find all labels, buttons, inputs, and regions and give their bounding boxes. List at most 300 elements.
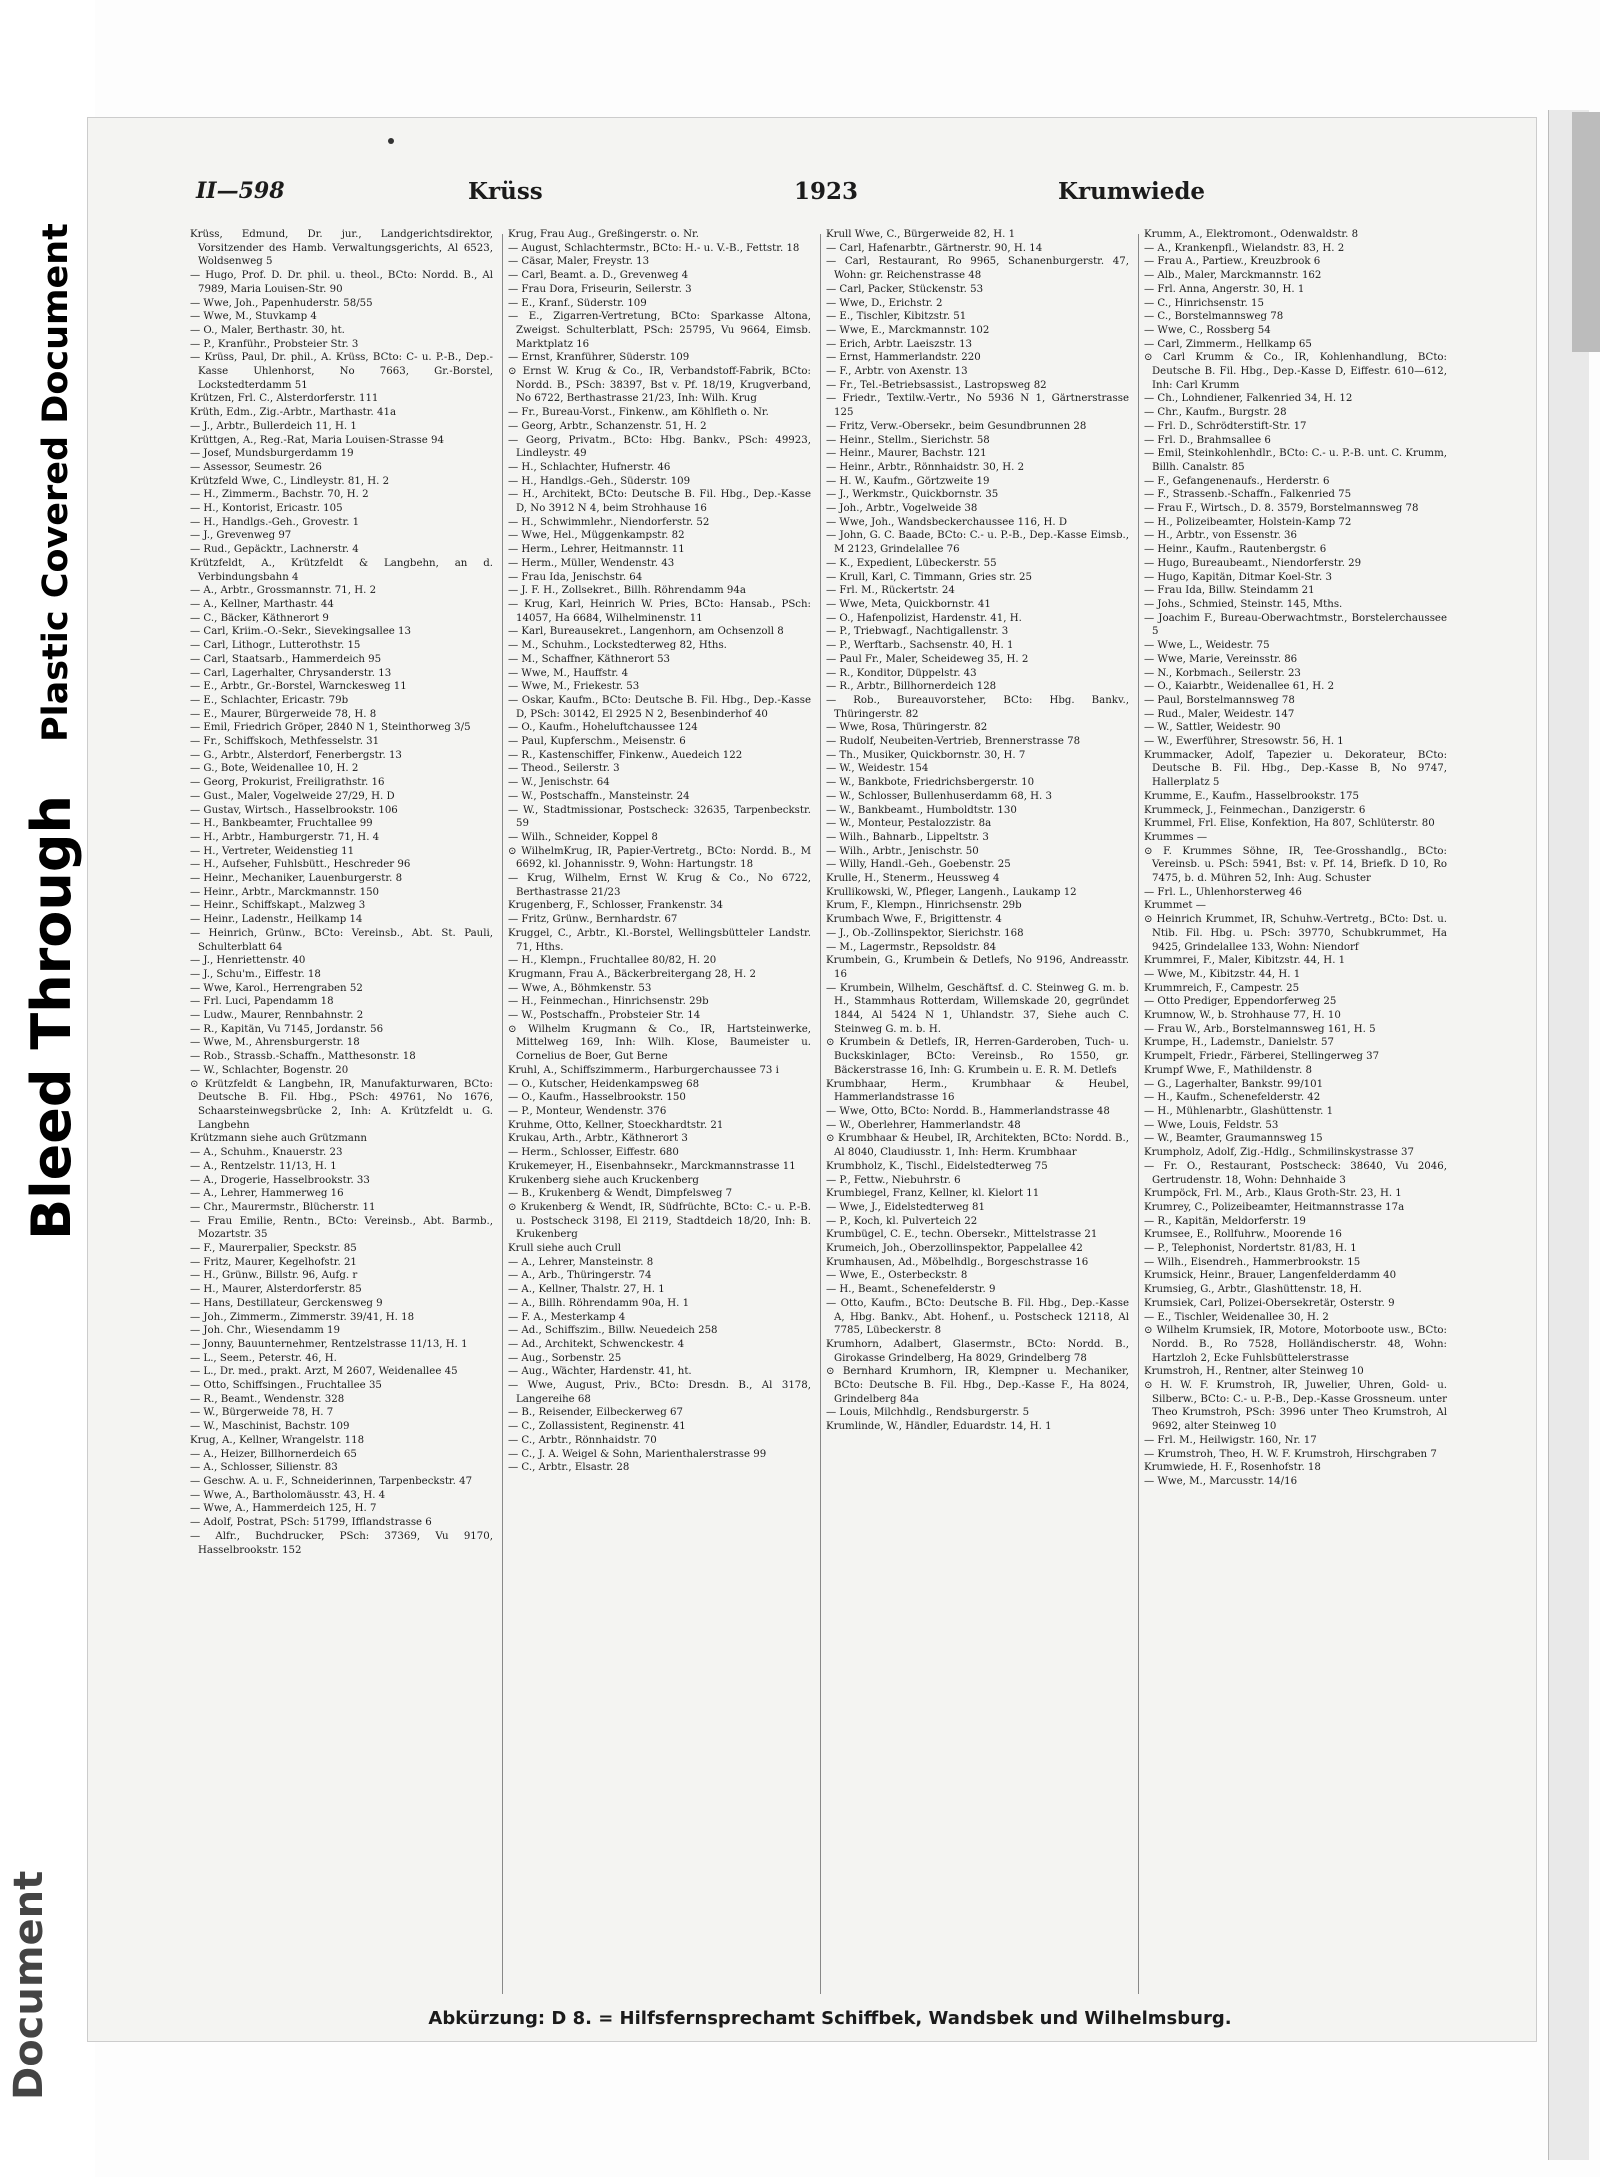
directory-entry: — Jonny, Bauunternehmer, Rentzelstrasse 11/13, H. 1 xyxy=(190,1338,468,1350)
directory-entry: Krumrey, C., Polizeibeamter, Heitmannstrasse 17a xyxy=(1144,1201,1405,1213)
directory-entry: — Emil, Steinkohlenhdlr., BCto: C.- u. P.-B. unt. C. Krumm, Billh. Canalstr. 85 xyxy=(1144,448,1447,473)
directory-entry: — K., Expedient, Lübeckerstr. 55 xyxy=(826,557,997,569)
page-header xyxy=(196,178,1436,214)
directory-entry: Kruhl, A., Schiffszimmerm., Harburgerchaussee 73 i xyxy=(508,1064,779,1076)
directory-entry: — W., Postschaffn., Mansteinstr. 24 xyxy=(508,790,690,802)
directory-entry: Krumlinde, W., Händler, Eduardstr. 14, H. 1 xyxy=(826,1421,1052,1433)
directory-entry: Krumbhaar, Herm., Krumbhaar & Heubel, Hammerlandstrasse 16 xyxy=(826,1078,1129,1104)
adjacent-page-edge xyxy=(1548,110,1589,2160)
directory-entry: — C., Borstelmannsweg 78 xyxy=(1144,311,1284,323)
directory-entry: Krumbiegel, Franz, Kellner, kl. Kielort 11 xyxy=(826,1188,1040,1200)
directory-entry: — Paul, Borstelmannsweg 78 xyxy=(1144,694,1295,706)
directory-entry: — H., Schlachter, Hufnerstr. 46 xyxy=(508,461,671,473)
directory-entry: — Carl, Zimmerm., Hellkamp 65 xyxy=(1144,338,1312,350)
directory-entry: — Wwe, A., Bartholomäusstr. 43, H. 4 xyxy=(190,1489,386,1501)
directory-entry: — W., Bürgerweide 78, H. 7 xyxy=(190,1407,334,1419)
directory-entry: Krumm, A., Elektromont., Odenwaldstr. 8 xyxy=(1144,229,1359,240)
directory-entry: Krützen, Frl. C., Alsterdorferstr. 111 xyxy=(190,393,379,405)
directory-entry: — Assessor, Seumestr. 26 xyxy=(190,461,322,473)
directory-entry: — Frl. M., Rückertstr. 24 xyxy=(826,585,955,597)
document-label: Document xyxy=(6,1870,52,2100)
directory-entry: — Geschw. A. u. F., Schneiderinnen, Tarpenbeckstr. 47 xyxy=(190,1475,473,1487)
header-first-name: Krüss xyxy=(468,178,543,205)
directory-columns xyxy=(190,228,1454,2003)
directory-entry: — O., Kaufm., Hasselbrookstr. 150 xyxy=(508,1092,686,1104)
directory-entry: — J., Henriettenstr. 40 xyxy=(190,955,306,967)
directory-entry: — B., Krukenberg & Wendt, Dimpfelsweg 7 xyxy=(508,1188,733,1200)
directory-entry: — Heinr., Arbtr., Marckmannstr. 150 xyxy=(190,886,380,898)
directory-entry: ⊙ F. Krummes Söhne, IR, Tee-Grosshandlg., BCto: Vereinsb. u. PSch: 5941, Bst: v. Pf. 14, Briefk. D 10, Ro 7475, b. d. Mühren 52, Inh: Aug. Schuster xyxy=(1144,845,1447,885)
directory-entry: — Wwe, A., Hammerdeich 125, H. 7 xyxy=(190,1503,377,1515)
directory-entry: Krum, F., Klempn., Hinrichsenstr. 29b xyxy=(826,900,1022,912)
directory-entry: — Wwe, M., Kibitzstr. 44, H. 1 xyxy=(1144,968,1301,980)
directory-entry: — A., Rentzelstr. 11/13, H. 1 xyxy=(190,1160,337,1172)
directory-entry: — H., Polizeibeamter, Holstein-Kamp 72 xyxy=(1144,516,1352,528)
directory-entry: — Carl, Packer, Stückenstr. 53 xyxy=(826,283,984,295)
directory-entry: — G., Bote, Weidenallee 10, H. 2 xyxy=(190,763,359,775)
directory-entry: — W., Maschinist, Bachstr. 109 xyxy=(190,1421,350,1433)
directory-entry: — Johs., Schmied, Steinstr. 145, Mths. xyxy=(1144,598,1343,610)
directory-entry: — H., Kaufm., Schenefelderstr. 42 xyxy=(1144,1092,1321,1104)
directory-entry: Krullikowski, W., Pfleger, Langenh., Laukamp 12 xyxy=(826,886,1077,898)
directory-entry: — Rob., Bureauvorsteher, BCto: Hbg. Bankv., Thüringerstr. 82 xyxy=(826,694,1129,720)
directory-entry: — Wwe, A., Böhmkenstr. 53 xyxy=(508,982,652,994)
directory-entry: — F., Strassenb.-Schaffn., Falkenried 75 xyxy=(1144,489,1352,501)
directory-entry: — F., Gefangenenaufs., Herderstr. 6 xyxy=(1144,475,1330,487)
directory-entry: — Frau Dora, Friseurin, Seilerstr. 3 xyxy=(508,283,692,295)
page-number: II—598 xyxy=(196,178,285,204)
directory-entry: — Fr., Tel.-Betriebsassist., Lastropsweg 82 xyxy=(826,379,1047,391)
directory-entry: — P., Kranführ., Probsteier Str. 3 xyxy=(190,338,359,350)
scan-sidebar xyxy=(0,0,95,2177)
directory-entry: — Frl. Anna, Angerstr. 30, H. 1 xyxy=(1144,283,1305,295)
directory-entry: — N., Korbmach., Seilerstr. 23 xyxy=(1144,667,1301,679)
directory-entry: — Wwe, M., Ahrensburgerstr. 18 xyxy=(190,1037,360,1049)
directory-entry: — Fritz, Maurer, Kegelhofstr. 21 xyxy=(190,1256,357,1268)
directory-entry: — E., Arbtr., Gr.-Borstel, Warnckesweg 11 xyxy=(190,681,407,693)
directory-entry: — Wwe, E., Marckmannstr. 102 xyxy=(826,324,990,336)
directory-entry: Krumeich, Joh., Oberzollinspektor, Pappelallee 42 xyxy=(826,1243,1083,1255)
directory-entry: — Cäsar, Maler, Freystr. 13 xyxy=(508,256,650,268)
directory-entry: Krumbügel, C. E., techn. Obersekr., Mittelstrasse 21 xyxy=(826,1229,1098,1241)
directory-entry: — Wilh., Bahnarb., Lippeltstr. 3 xyxy=(826,831,989,843)
directory-entry: — Hugo, Prof. D. Dr. phil. u. theol., BCto: Nordd. B., Al 7989, Maria Louisen-Str. 90 xyxy=(190,270,493,295)
directory-entry: ⊙ H. W. F. Krumstroh, IR, Juwelier, Uhren, Gold- u. Silberw., BCto: C.- u. P.-B., Dep.-Kasse Grossneum. unter Theo Krumstroh, PSch: 3996 unter Theo Krumstroh, Al 9692, alter Steinweg 10 xyxy=(1144,1380,1447,1433)
directory-entry: — Otto Prediger, Eppendorferweg 25 xyxy=(1144,996,1337,1008)
directory-entry: — Heinr., Stellm., Sierichstr. 58 xyxy=(826,434,990,446)
directory-column-4 xyxy=(1144,228,1447,2003)
directory-entry: Krumbach Wwe, F., Brigittenstr. 4 xyxy=(826,914,1002,926)
directory-entry: — Georg, Arbtr., Schanzenstr. 51, H. 2 xyxy=(508,420,707,432)
directory-entry: — C., Zollassistent, Reginenstr. 41 xyxy=(508,1421,686,1433)
directory-entry: — Heinr., Maurer, Bachstr. 121 xyxy=(826,448,987,460)
bleed-through-label: Bleed Through xyxy=(20,795,83,1240)
directory-entry: — Georg, Privatm., BCto: Hbg. Bankv., PSch: 49923, Lindleystr. 49 xyxy=(508,434,811,460)
directory-entry: — A., Kellner, Marthastr. 44 xyxy=(190,598,334,610)
directory-entry: — C., Arbtr., Elsastr. 28 xyxy=(508,1462,630,1474)
directory-entry: — Wwe, E., Osterbeckstr. 8 xyxy=(826,1270,968,1282)
directory-entry: — Krumbein, Wilhelm, Geschäftsf. d. C. Steinweg G. m. b. H., Stammhaus Rotterdam, Willemskade 20, gegründet 1844, Al 5424 N 1, Uhlandstr. 37, Siehe auch C. Steinweg G. m. b. H. xyxy=(826,982,1129,1035)
directory-entry: — Th., Musiker, Quickbornstr. 30, H. 7 xyxy=(826,749,1026,761)
directory-entry: — J., Ob.-Zollinspektor, Sierichstr. 168 xyxy=(826,927,1024,939)
directory-entry: — W., Schlachter, Bogenstr. 20 xyxy=(190,1064,349,1076)
directory-entry: — Paul, Kupferschm., Meisenstr. 6 xyxy=(508,736,686,748)
directory-entry: — M., Lagermstr., Repsoldstr. 84 xyxy=(826,941,997,953)
directory-entry: Krumwiede, H. F., Rosenhofstr. 18 xyxy=(1144,1462,1321,1474)
directory-entry: — Gustav, Wirtsch., Hasselbrookstr. 106 xyxy=(190,804,398,816)
directory-column-3 xyxy=(826,228,1129,2003)
directory-entry: — J. F. H., Zollsekret., Billh. Röhrendamm 94a xyxy=(508,585,746,597)
directory-entry: — H., Grünw., Billstr. 96, Aufg. r xyxy=(190,1270,358,1282)
directory-entry: — Joh., Zimmerm., Zimmerstr. 39/41, H. 18 xyxy=(190,1311,415,1323)
directory-entry: — H., Maurer, Alsterdorferstr. 85 xyxy=(190,1284,362,1296)
directory-entry: — Krull, Karl, C. Timmann, Gries str. 25 xyxy=(826,571,1032,583)
directory-entry: — F. A., Mesterkamp 4 xyxy=(508,1311,626,1323)
directory-entry: — A., Billh. Röhrendamm 90a, H. 1 xyxy=(508,1297,690,1309)
directory-entry: — Chr., Kaufm., Burgstr. 28 xyxy=(1144,407,1287,419)
directory-entry: — W., Bankbeamt., Humboldtstr. 130 xyxy=(826,804,1017,816)
directory-entry: — H., Beamt., Schenefelderstr. 9 xyxy=(826,1284,996,1296)
directory-entry: — C., Arbtr., Rönnhaidstr. 70 xyxy=(508,1434,657,1446)
directory-entry: Krüttgen, A., Reg.-Rat, Maria Louisen-Strasse 94 xyxy=(190,434,444,446)
directory-entry: — Ernst, Hammerlandstr. 220 xyxy=(826,352,981,364)
directory-entry: — Georg, Prokurist, Freiligrathstr. 16 xyxy=(190,777,385,789)
directory-entry: — Emil, Friedrich Gröper, 2840 N 1, Steinthorweg 3/5 xyxy=(190,722,471,734)
directory-entry: — Theod., Seilerstr. 3 xyxy=(508,763,620,775)
directory-entry: ⊙ WilhelmKrug, IR, Papier-Vertretg., BCto: Nordd. B., M 6692, kl. Johannisstr. 9, Wohn: Hartungstr. 18 xyxy=(508,845,811,871)
ink-dot xyxy=(388,138,394,144)
directory-entry: — L., Seem., Peterstr. 46, H. xyxy=(190,1352,337,1364)
directory-entry: — Oskar, Kaufm., BCto: Deutsche B. Fil. Hbg., Dep.-Kasse D, PSch: 30142, El 2925 N 2, Besenbinderhof 40 xyxy=(508,694,811,720)
directory-entry: Krull siehe auch Crull xyxy=(508,1243,622,1255)
directory-entry: — E., Zigarren-Vertretung, BCto: Sparkasse Altona, Zweigst. Schulterblatt, PSch: 25795, Vu 9664, Eimsb. Marktplatz 16 xyxy=(508,311,811,350)
directory-entry: — Frau Ida, Billw. Steindamm 21 xyxy=(1144,585,1315,597)
directory-entry: — Friedr., Textilw.-Vertr., No 5936 N 1, Gärtnerstrasse 125 xyxy=(826,393,1129,419)
directory-entry: Krumhausen, Ad., Möbelhdlg., Borgeschstrasse 16 xyxy=(826,1256,1089,1268)
directory-entry: — R., Beamt., Wendenstr. 328 xyxy=(190,1393,345,1405)
directory-entry: Krukau, Arth., Arbtr., Käthnerort 3 xyxy=(508,1133,688,1145)
directory-entry: — Wwe, Karol., Herrengraben 52 xyxy=(190,982,363,994)
directory-entry: Krummreich, F., Campestr. 25 xyxy=(1144,982,1300,994)
header-last-name: Krumwiede xyxy=(1058,178,1206,205)
directory-entry: Krützfeld Wwe, C., Lindleystr. 81, H. 2 xyxy=(190,475,390,487)
directory-entry: — Wwe, D., Erichstr. 2 xyxy=(826,297,943,309)
directory-entry: — Hans, Destillateur, Gerckensweg 9 xyxy=(190,1297,383,1309)
directory-entry: — Frau Emilie, Rentn., BCto: Vereinsb., Abt. Barmb., Mozartstr. 35 xyxy=(190,1215,493,1241)
directory-entry: — Frl. L., Uhlenhorsterweg 46 xyxy=(1144,886,1302,898)
directory-entry: — H., Handlgs.-Geh., Grovestr. 1 xyxy=(190,516,360,528)
directory-entry: — Joh., Arbtr., Vogelweide 38 xyxy=(826,503,978,515)
directory-entry: Kruggel, C., Arbtr., Kl.-Borstel, Wellingsbütteler Landstr. 71, Hths. xyxy=(508,927,811,953)
directory-entry: — B., Reisender, Eilbeckerweg 67 xyxy=(508,1407,683,1419)
directory-entry: — O., Kutscher, Heidenkampsweg 68 xyxy=(508,1078,700,1090)
directory-entry: — Alb., Maler, Marckmannstr. 162 xyxy=(1144,270,1322,282)
adjacent-page-shadow xyxy=(1572,112,1600,352)
directory-entry: — C., J. A. Weigel & Sohn, Marienthalerstrasse 99 xyxy=(508,1448,767,1460)
directory-entry: Krukemeyer, H., Eisenbahnsekr., Marckmannstrasse 11 xyxy=(508,1160,796,1172)
directory-entry: — P., Werftarb., Sachsenstr. 40, H. 1 xyxy=(826,640,1014,652)
directory-entry: — Wilh., Arbtr., Jenischstr. 50 xyxy=(826,845,979,857)
directory-entry: — Frau A., Partiew., Kreuzbrook 6 xyxy=(1144,256,1321,268)
directory-entry: — W., Sattler, Weidestr. 90 xyxy=(1144,722,1281,734)
directory-entry: — Carl, Lithogr., Lutterothstr. 15 xyxy=(190,640,361,652)
directory-entry: — W., Monteur, Pestalozzistr. 8a xyxy=(826,818,992,830)
directory-entry: — R., Kapitän, Meldorferstr. 19 xyxy=(1144,1215,1306,1227)
directory-entry: — G., Lagerhalter, Bankstr. 99/101 xyxy=(1144,1078,1324,1090)
directory-entry: Krug, A., Kellner, Wrangelstr. 118 xyxy=(190,1434,365,1446)
directory-entry: — Wwe, M., Stuvkamp 4 xyxy=(190,311,317,323)
directory-entry: — Wwe, Joh., Papenhuderstr. 58/55 xyxy=(190,297,373,309)
directory-entry: ⊙ Carl Krumm & Co., IR, Kohlenhandlung, BCto: Deutsche B. Fil. Hbg., Dep.-Kasse D, Eiffestr. 610—612, Inh: Carl Krumm xyxy=(1144,352,1447,391)
directory-entry: — F., Arbtr. von Axenstr. 13 xyxy=(826,366,968,378)
directory-entry: — Carl, Staatsarb., Hammerdeich 95 xyxy=(190,653,382,665)
directory-entry: — J., Werkmstr., Quickbornstr. 35 xyxy=(826,489,999,501)
directory-entry: — Carl, Beamt. a. D., Grevenweg 4 xyxy=(508,270,689,282)
directory-entry: Krumsieg, G., Arbtr., Glashüttenstr. 18, H. xyxy=(1144,1284,1362,1296)
directory-entry: — P., Monteur, Wendenstr. 376 xyxy=(508,1106,667,1117)
directory-entry: Krummacker, Adolf, Tapezier u. Dekorateur, BCto: Deutsche B. Fil. Hbg., Dep.-Kasse B, No 9747, Hallerplatz 5 xyxy=(1144,749,1447,789)
plastic-covered-label: Plastic Covered Document xyxy=(36,223,76,742)
directory-entry: — Fr., Schiffskoch, Methfesselstr. 31 xyxy=(190,736,380,748)
directory-entry: — C., Hinrichsenstr. 15 xyxy=(1144,297,1264,309)
directory-entry: Krumpe, H., Lademstr., Danielstr. 57 xyxy=(1144,1037,1335,1049)
directory-column-2 xyxy=(508,228,811,2003)
directory-entry: — Carl, Restaurant, Ro 9965, Schanenburgerstr. 47, Wohn: gr. Reichenstrasse 48 xyxy=(826,256,1129,282)
directory-entry: — Wwe, Louis, Feldstr. 53 xyxy=(1144,1119,1279,1131)
directory-entry: Krull Wwe, C., Bürgerweide 82, H. 1 xyxy=(826,229,1016,240)
directory-entry: — H., Kontorist, Ericastr. 105 xyxy=(190,503,343,515)
directory-entry: — W., Ewerführer, Stresowstr. 56, H. 1 xyxy=(1144,736,1344,748)
directory-entry: Krumpelt, Friedr., Färberei, Stellingerweg 37 xyxy=(1144,1051,1380,1063)
directory-entry: Krumbein, G., Krumbein & Detlefs, No 9196, Andreasstr. 16 xyxy=(826,955,1129,980)
directory-entry: — E., Tischler, Weidenallee 30, H. 2 xyxy=(1144,1311,1329,1323)
directory-entry: ⊙ Krukenberg & Wendt, IR, Südfrüchte, BCto: C.- u. P.-B. u. Postscheck 3198, El 2119, Stadtdeich 18/20, Inh: B. Krukenberg xyxy=(508,1201,811,1241)
directory-entry: Krützmann siehe auch Grützmann xyxy=(190,1133,367,1145)
directory-entry: — Frau W., Arb., Borstelmannsweg 161, H. 5 xyxy=(1144,1023,1376,1035)
directory-entry: Kruhme, Otto, Kellner, Stoeckhardtstr. 21 xyxy=(508,1119,724,1131)
directory-entry: — Wwe, C., Rossberg 54 xyxy=(1144,324,1271,336)
directory-entry: Krumhorn, Adalbert, Glasermstr., BCto: Nordd. B., Girokasse Grindelberg, Ha 8029, Grindelberg 78 xyxy=(826,1338,1129,1364)
directory-entry: — A., Lehrer, Mansteinstr. 8 xyxy=(508,1256,654,1268)
directory-entry: Krulle, H., Stenerm., Heussweg 4 xyxy=(826,873,1000,885)
directory-entry: — R., Kapitän, Vu 7145, Jordanstr. 56 xyxy=(190,1023,384,1035)
directory-entry: — Josef, Mundsburgerdamm 19 xyxy=(190,448,354,460)
directory-entry: ⊙ Krützfeldt & Langbehn, IR, Manufakturwaren, BCto: Deutsche B. Fil. Hbg., PSch: 49761, No 1676, Schaarsteinwegsbrücke 2, Inh: A. Krützfeldt u. G. Langbehn xyxy=(190,1078,493,1131)
directory-entry: — August, Schlachtermstr., BCto: H.- u. V.-B., Fettstr. 18 xyxy=(508,242,800,254)
directory-entry: — Heinr., Kaufm., Rautenbergstr. 6 xyxy=(1144,544,1327,556)
directory-entry: — H., Handlgs.-Geh., Süderstr. 109 xyxy=(508,475,691,487)
directory-entry: Krumsee, E., Rollfuhrw., Moorende 16 xyxy=(1144,1229,1342,1241)
directory-entry: — P., Fettw., Niebuhrstr. 6 xyxy=(826,1174,961,1186)
directory-entry: Krumpöck, Frl. M., Arb., Klaus Groth-Str. 23, H. 1 xyxy=(1144,1188,1402,1200)
directory-entry: — Frl. D., Brahmsallee 6 xyxy=(1144,434,1271,446)
directory-entry: — Rud., Gepäcktr., Lachnerstr. 4 xyxy=(190,544,359,556)
directory-entry: — Fritz, Verw.-Obersekr., beim Gesundbrunnen 28 xyxy=(826,420,1087,432)
directory-entry: Krummet — xyxy=(1144,900,1206,912)
directory-entry: Krüth, Edm., Zig.-Arbtr., Marthastr. 41a xyxy=(190,407,397,419)
directory-entry: — Ch., Lohndiener, Falkenried 34, H. 12 xyxy=(1144,393,1353,405)
directory-entry: — Erich, Arbtr. Laeiszstr. 13 xyxy=(826,338,973,350)
directory-entry: Krumstroh, H., Rentner, alter Steinweg 10 xyxy=(1144,1366,1364,1378)
directory-entry: — Wwe, Rosa, Thüringerstr. 82 xyxy=(826,722,988,734)
abbreviation-footer: Abkürzung: D 8. = Hilfsfernsprechamt Schiffbek, Wandsbek und Wilhelmsburg. xyxy=(428,2008,1232,2029)
directory-entry: — W., Weidestr. 154 xyxy=(826,763,929,775)
directory-entry: Krüss, Edmund, Dr. jur., Landgerichtsdirektor, Vorsitzender des Hamb. Verwaltungsgerichts, Al 6523, Woldsenweg 5 xyxy=(190,229,493,268)
directory-entry: — Wwe, August, Priv., BCto: Dresdn. B., Al 3178, Langereihe 68 xyxy=(508,1380,811,1405)
directory-entry: — Wilh., Schneider, Koppel 8 xyxy=(508,831,658,843)
directory-entry: — J., Schu'm., Eiffestr. 18 xyxy=(190,968,321,980)
directory-entry: — F., Maurerpalier, Speckstr. 85 xyxy=(190,1243,357,1255)
directory-entry: — Ludw., Maurer, Rennbahnstr. 2 xyxy=(190,1010,364,1022)
directory-entry: — Paul Fr., Maler, Scheideweg 35, H. 2 xyxy=(826,653,1029,665)
directory-entry: — W., Postschaffn., Probsteier Str. 14 xyxy=(508,1010,701,1022)
directory-entry: — Otto, Kaufm., BCto: Deutsche B. Fil. Hbg., Dep.-Kasse A, Hbg. Bankv., Abt. Hohenf., u. Postscheck 12118, Al 7785, Lübeckerstr. 8 xyxy=(826,1297,1129,1337)
directory-entry: — Louis, Milchhdlg., Rendsburgerstr. 5 xyxy=(826,1407,1030,1419)
directory-entry: — Frl. M., Heilwigstr. 160, Nr. 17 xyxy=(1144,1434,1317,1446)
directory-entry: — A., Lehrer, Hammerweg 16 xyxy=(190,1188,344,1200)
directory-entry: — H., Zimmerm., Bachstr. 70, H. 2 xyxy=(190,489,369,501)
directory-entry: ⊙ Wilhelm Krumsiek, IR, Motore, Motorboote usw., BCto: Nordd. B., Ro 7528, Holländischerstr. 48, Wohn: Hartzloh 2, Ecke Fuhlsbüttelerstrasse xyxy=(1144,1325,1447,1364)
directory-entry: — H., Bankbeamter, Fruchtallee 99 xyxy=(190,818,373,830)
directory-entry: — Wwe, M., Hauffstr. 4 xyxy=(508,667,629,679)
directory-entry: — O., Maler, Berthastr. 30, ht. xyxy=(190,324,345,336)
directory-entry: — H., Schwimmlehr., Niendorferstr. 52 xyxy=(508,516,710,528)
directory-entry: Krumme, E., Kaufm., Hasselbrookstr. 175 xyxy=(1144,790,1359,802)
directory-entry: — M., Schuhm., Lockstedterweg 82, Hths. xyxy=(508,640,727,652)
directory-entry: — H., Aufseher, Fuhlsbütt., Heschreder 96 xyxy=(190,859,411,871)
directory-entry: — Karl, Bureausekret., Langenhorn, am Ochsenzoll 8 xyxy=(508,626,784,638)
directory-entry: — R., Konditor, Düppelstr. 43 xyxy=(826,667,977,679)
directory-entry: — Wwe, M., Marcusstr. 14/16 xyxy=(1144,1475,1298,1487)
directory-entry: — J., Grevenweg 97 xyxy=(190,530,292,542)
directory-entry: — Ad., Architekt, Schwenckestr. 4 xyxy=(508,1338,685,1350)
directory-entry: — Joachim F., Bureau-Oberwachtmstr., Borstelerchaussee 5 xyxy=(1144,612,1447,638)
directory-entry: — Frau Ida, Jenischstr. 64 xyxy=(508,571,643,583)
directory-entry: — A., Heizer, Billhornerdeich 65 xyxy=(190,1448,357,1460)
directory-column-1 xyxy=(190,228,493,2003)
directory-entry: — Gust., Maler, Vogelweide 27/29, H. D xyxy=(190,790,395,802)
directory-entry: ⊙ Bernhard Krumhorn, IR, Klempner u. Mechaniker, BCto: Deutsche B. Fil. Hbg., Dep.-Kasse F., Ha 8024, Grindelberg 84a xyxy=(826,1366,1129,1405)
directory-entry: — Wwe, Hel., Müggenkampstr. 82 xyxy=(508,530,685,542)
directory-entry: — Rudolf, Neubeiten-Vertrieb, Brennerstrasse 78 xyxy=(826,736,1081,748)
directory-entry: — A., Drogerie, Hasselbrookstr. 33 xyxy=(190,1174,370,1186)
directory-entry: — Carl, Lagerhalter, Chrysanderstr. 13 xyxy=(190,667,392,679)
directory-entry: — A., Schlosser, Silienstr. 83 xyxy=(190,1462,338,1474)
directory-entry: — Fritz, Grünw., Bernhardstr. 67 xyxy=(508,914,678,926)
directory-entry: — O., Hafenpolizist, Hardenstr. 41, H. xyxy=(826,612,1022,624)
directory-entry: — Wwe, L., Weidestr. 75 xyxy=(1144,640,1270,652)
directory-entry: — W., Stadtmissionar, Postscheck: 32635, Tarpenbeckstr. 59 xyxy=(508,804,811,830)
directory-entry: Krugmann, Frau A., Bäckerbreitergang 28, H. 2 xyxy=(508,968,756,980)
directory-entry: — E., Schlachter, Ericastr. 79b xyxy=(190,694,349,706)
directory-entry: — R., Kastenschiffer, Finkenw., Auedeich 122 xyxy=(508,749,743,761)
directory-entry: — C., Bäcker, Käthnerort 9 xyxy=(190,612,329,624)
directory-entry: Krumnow, W., b. Strohhause 77, H. 10 xyxy=(1144,1010,1341,1022)
directory-entry: Krützfeldt, A., Krützfeldt & Langbehn, an d. Verbindungsbahn 4 xyxy=(190,557,493,583)
directory-entry: — Adolf, Postrat, PSch: 51799, Ifflandstrasse 6 xyxy=(190,1517,432,1529)
directory-entry: — H., Klempn., Fruchtallee 80/82, H. 20 xyxy=(508,955,717,967)
directory-entry: — R., Arbtr., Billhornerdeich 128 xyxy=(826,681,997,693)
directory-entry: ⊙ Wilhelm Krugmann & Co., IR, Hartsteinwerke, Mittelweg 169, Inh: Wilh. Klose, Baumeister u. Cornelius de Boer, Gut Berne xyxy=(508,1023,811,1063)
directory-entry: — G., Arbtr., Alsterdorf, Fenerbergstr. 13 xyxy=(190,749,402,761)
directory-entry: — Rob., Strassb.-Schaffn., Matthesonstr. 18 xyxy=(190,1051,416,1063)
directory-entry: — Heinr., Arbtr., Rönnhaidstr. 30, H. 2 xyxy=(826,461,1025,473)
directory-entry: Krummes — xyxy=(1144,831,1208,843)
directory-entry: — P., Telephonist, Nordertstr. 81/83, H. 1 xyxy=(1144,1243,1357,1255)
directory-entry: — Rud., Maler, Weidestr. 147 xyxy=(1144,708,1295,720)
directory-entry: — L., Dr. med., prakt. Arzt, M 2607, Weidenallee 45 xyxy=(190,1366,458,1378)
directory-entry: — E., Tischler, Kibitzstr. 51 xyxy=(826,311,967,323)
directory-entry: — A., Kellner, Thalstr. 27, H. 1 xyxy=(508,1284,665,1296)
directory-entry: Krugenberg, F., Schlosser, Frankenstr. 34 xyxy=(508,900,723,912)
directory-entry: — Joh. Chr., Wiesendamm 19 xyxy=(190,1325,341,1337)
directory-entry: — Frl. D., Schrödterstift-Str. 17 xyxy=(1144,420,1307,432)
directory-entry: Krumsiek, Carl, Polizei-Obersekretär, Osterstr. 9 xyxy=(1144,1297,1395,1309)
directory-entry: Krug, Frau Aug., Greßingerstr. o. Nr. xyxy=(508,229,699,240)
directory-entry: — Wilh., Eisendreh., Hammerbrookstr. 15 xyxy=(1144,1256,1361,1268)
directory-entry: — Wwe, M., Friekestr. 53 xyxy=(508,681,640,693)
directory-entry: ⊙ Heinrich Krummet, IR, Schuhw.-Vertretg., BCto: Dst. u. Ntib. Fil. Hbg. u. PSch: 39770, Schubkrummet, Ha 9425, Grindelallee 133, Wohn: Niendorf xyxy=(1144,914,1447,953)
header-year: 1923 xyxy=(794,178,859,205)
directory-entry: — Krug, Karl, Heinrich W. Pries, BCto: Hansab., PSch: 14057, Ha 6684, Wilhelminenstr. 11 xyxy=(508,598,811,624)
directory-entry: ⊙ Ernst W. Krug & Co., IR, Verbandstoff-Fabrik, BCto: Nordd. B., PSch: 38397, Bst v. Pf. 18/19, Krugverband, No 6722, Berthastrasse 21/23, Inh: Wilh. Krug xyxy=(508,366,811,405)
directory-entry: Krummeck, J., Feinmechan., Danzigerstr. 6 xyxy=(1144,804,1366,816)
directory-entry: — Aug., Wächter, Hardenstr. 41, ht. xyxy=(508,1366,692,1378)
directory-entry: — A., Arb., Thüringerstr. 74 xyxy=(508,1270,652,1282)
directory-entry: Krumpf Wwe, F., Mathildenstr. 8 xyxy=(1144,1064,1312,1076)
directory-entry: — H., Vertreter, Weidenstieg 11 xyxy=(190,845,355,857)
directory-entry: — W., Bankbote, Friedrichsbergerstr. 10 xyxy=(826,777,1035,789)
directory-entry: Krukenberg siehe auch Kruckenberg xyxy=(508,1174,699,1186)
directory-entry: — Carl, Hafenarbtr., Gärtnerstr. 90, H. 14 xyxy=(826,242,1043,254)
directory-entry: — Herm., Lehrer, Heitmannstr. 11 xyxy=(508,544,685,556)
directory-entry: — O., Kaiarbtr., Weidenallee 61, H. 2 xyxy=(1144,681,1335,693)
directory-entry: — Carl, Kriim.-O.-Sekr., Sievekingsallee 13 xyxy=(190,626,411,638)
directory-entry: — H. W., Kaufm., Görtzweite 19 xyxy=(826,475,990,487)
directory-entry: — Frau F., Wirtsch., D. 8. 3579, Borstelmannsweg 78 xyxy=(1144,503,1419,515)
directory-entry: — H., Arbtr., Hamburgerstr. 71, H. 4 xyxy=(190,831,380,843)
directory-entry: — Wwe, Marie, Vereinsstr. 86 xyxy=(1144,653,1298,665)
directory-entry: Krumsick, Heinr., Brauer, Langenfelderdamm 40 xyxy=(1144,1270,1397,1282)
directory-entry: — W., Schlosser, Bullenhuserdamm 68, H. 3 xyxy=(826,790,1053,802)
directory-entry: — P., Triebwagf., Nachtigallenstr. 3 xyxy=(826,626,1009,638)
directory-entry: Krumbholz, K., Tischl., Eidelstedterweg 75 xyxy=(826,1160,1048,1172)
directory-entry: — A., Krankenpfl., Wielandstr. 83, H. 2 xyxy=(1144,242,1345,254)
directory-entry: — Willy, Handl.-Geh., Goebenstr. 25 xyxy=(826,859,1011,871)
directory-entry: ⊙ Krumbein & Detlefs, IR, Herren-Garderoben, Tuch- u. Buckskinlager, BCto: Vereinsb., Ro 1550, gr. Bäckerstrasse 16, Inh: G. Krumbein u. E. R. M. Detlefs xyxy=(826,1037,1129,1076)
directory-entry: — E., Maurer, Bürgerweide 78, H. 8 xyxy=(190,708,377,720)
directory-entry: — W., Jenischstr. 64 xyxy=(508,777,610,789)
directory-entry: Krummel, Frl. Elise, Konfektion, Ha 807, Schlüterstr. 80 xyxy=(1144,818,1435,830)
directory-entry: — Wwe, J., Eidelstedterweg 81 xyxy=(826,1201,985,1213)
directory-entry: ⊙ Krumbhaar & Heubel, IR, Architekten, BCto: Nordd. B., Al 8040, Claudiusstr. 1, Inh: Herm. Krumbhaar xyxy=(826,1133,1129,1159)
directory-entry: — Fr., Bureau-Vorst., Finkenw., am Köhlfleth o. Nr. xyxy=(508,407,769,419)
directory-entry: — John, G. C. Baade, BCto: C.- u. P.-B., Dep.-Kasse Eimsb., M 2123, Grindelallee 76 xyxy=(826,530,1129,556)
directory-entry: Krumpholz, Adolf, Zig.-Hdlg., Schmilinskystrasse 37 xyxy=(1144,1147,1414,1159)
directory-entry: — Herm., Müller, Wendenstr. 43 xyxy=(508,557,675,569)
directory-entry: — Aug., Sorbenstr. 25 xyxy=(508,1352,622,1364)
directory-entry: — Wwe, Meta, Quickbornstr. 41 xyxy=(826,598,991,610)
directory-entry: — M., Schaffner, Käthnerort 53 xyxy=(508,653,671,665)
directory-entry: Krummrei, F., Maler, Kibitzstr. 44, H. 1 xyxy=(1144,955,1346,967)
directory-entry: — Wwe, Otto, BCto: Nordd. B., Hammerlandstrasse 48 xyxy=(826,1106,1110,1117)
directory-entry: — P., Koch, kl. Pulverteich 22 xyxy=(826,1215,978,1227)
directory-entry: — H., Feinmechan., Hinrichsenstr. 29b xyxy=(508,996,709,1008)
directory-entry: — Heinr., Ladenstr., Heilkamp 14 xyxy=(190,914,363,926)
directory-entry: — Heinr., Schiffskapt., Malzweg 3 xyxy=(190,900,366,912)
directory-entry: — J., Arbtr., Bullerdeich 11, H. 1 xyxy=(190,420,357,432)
directory-entry: — H., Arbtr., von Essenstr. 36 xyxy=(1144,530,1298,542)
